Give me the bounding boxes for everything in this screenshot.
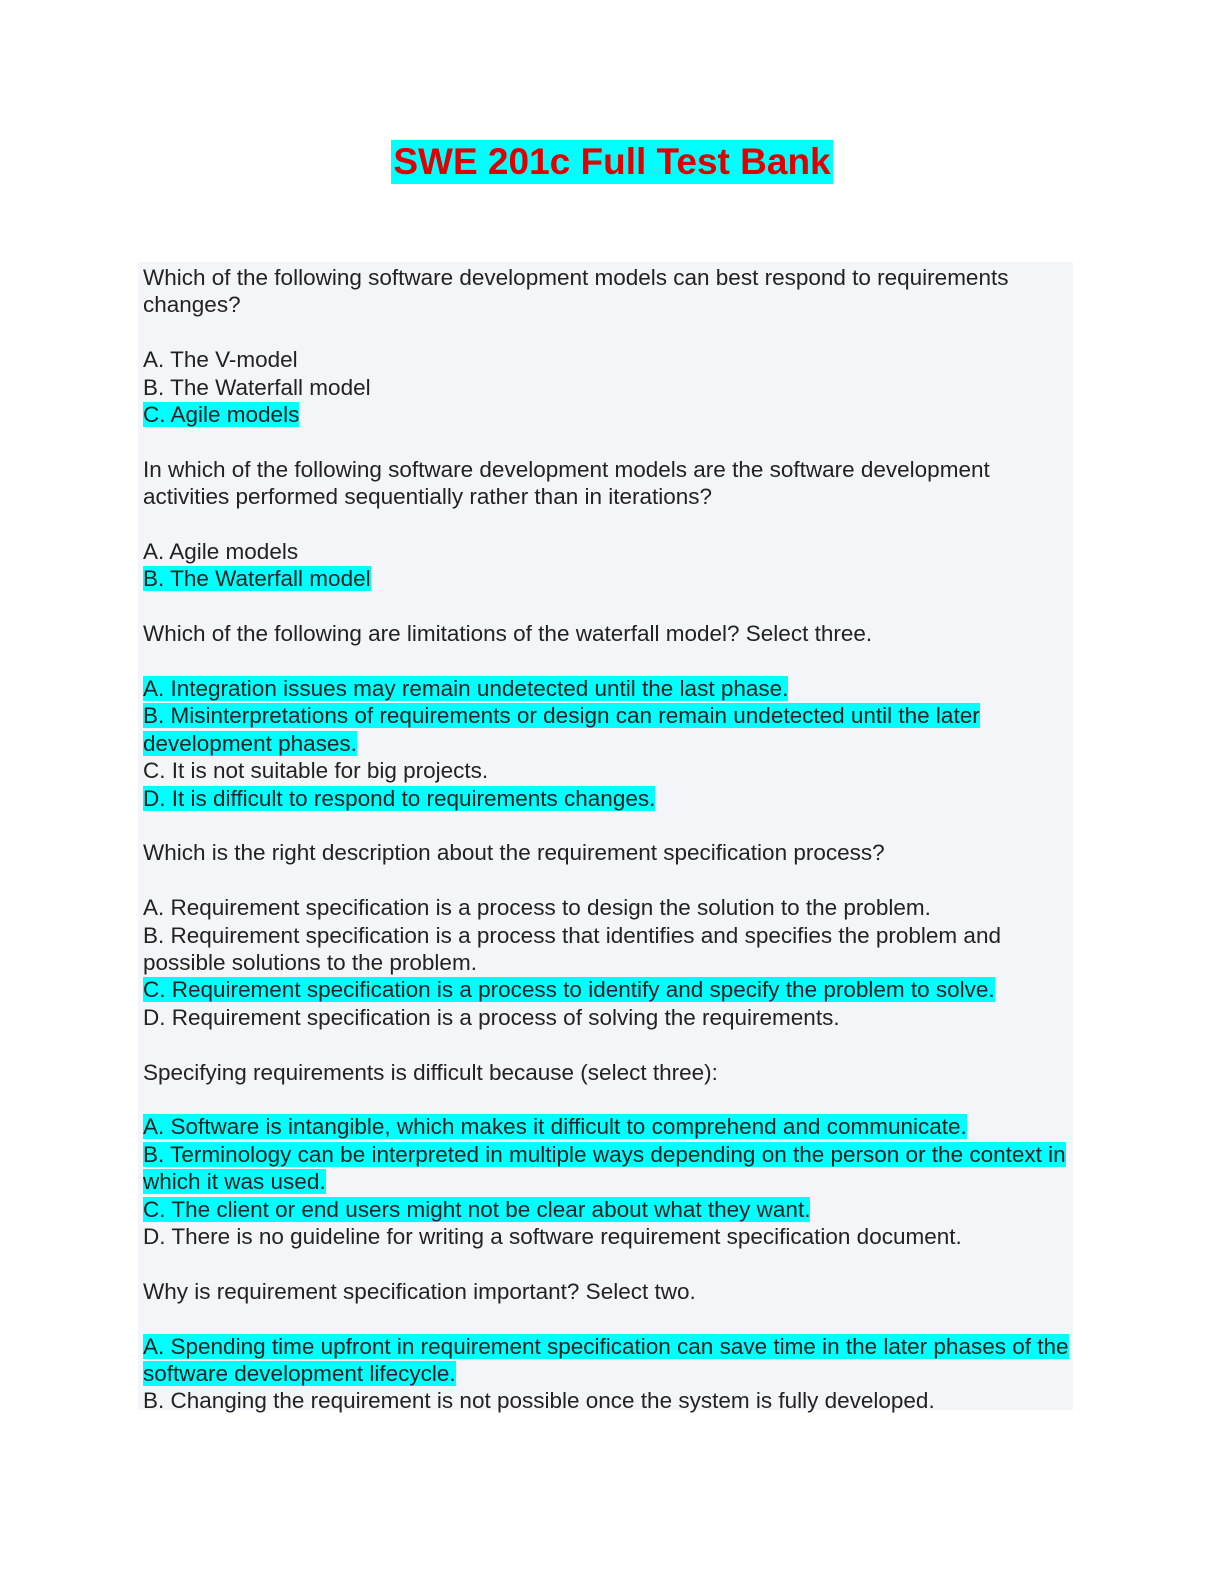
option-label: B. Requirement specification is a process that identifies and specifies the problem and possible solutions to the problem. <box>143 922 1001 976</box>
answer-option <box>143 1004 1073 1031</box>
option-label: C. The client or end users might not be clear about what they want. <box>143 1196 811 1222</box>
option-label: B. The Waterfall model <box>143 374 371 400</box>
title-container <box>0 140 1224 184</box>
option-list <box>143 538 1073 593</box>
option-label: D. There is no guideline for writing a software requirement specification document. <box>143 1224 962 1250</box>
option-label: C. Agile models <box>143 402 300 428</box>
answer-option <box>143 922 1073 977</box>
answer-option-correct <box>143 976 1073 1003</box>
answer-option <box>143 374 1073 401</box>
option-label: C. Requirement specification is a process to identify and specify the problem to solve. <box>143 977 995 1003</box>
answer-option-correct <box>143 702 1073 757</box>
option-label: B. Terminology can be interpreted in multiple ways depending on the person or the context in which it was used. <box>143 1141 1066 1195</box>
option-label: B. Changing the requirement is not possible once the system is fully developed. <box>143 1388 935 1414</box>
page-title: SWE 201c Full Test Bank <box>393 141 831 182</box>
option-label: A. Integration issues may remain undetected until the last phase. <box>143 676 789 702</box>
answer-option-correct <box>143 1333 1073 1388</box>
question-text: Why is requirement specification important? Select two. <box>143 1278 696 1304</box>
question-text: Which of the following are limitations of the waterfall model? Select three. <box>143 621 873 647</box>
option-label: A. The V-model <box>143 347 298 373</box>
answer-option-correct <box>143 565 1073 592</box>
option-label: B. Misinterpretations of requirements or design can remain undetected until the later development phases. <box>143 703 980 756</box>
answer-option-correct <box>143 675 1073 702</box>
question-text: Which of the following software development models can best respond to requirements changes? <box>143 265 1009 318</box>
option-label: C. It is not suitable for big projects. <box>143 758 489 784</box>
option-label: D. Requirement specification is a process of solving the requirements. <box>143 1004 840 1030</box>
answer-option-correct <box>143 401 1073 428</box>
option-label: B. The Waterfall model <box>143 566 371 592</box>
option-list <box>143 894 1073 1031</box>
answer-option-correct <box>143 1196 1073 1223</box>
option-label: A. Requirement specification is a process to design the solution to the problem. <box>143 895 931 921</box>
option-list <box>143 1113 1073 1250</box>
answer-option <box>143 757 1073 784</box>
question-text: Which is the right description about the requirement specification process? <box>143 840 885 866</box>
answer-option-correct <box>143 1113 1073 1140</box>
answer-option <box>143 1387 1073 1414</box>
option-list <box>143 346 1073 428</box>
option-label: A. Spending time upfront in requirement specification can save time in the later phases of the software development lifecycle. <box>143 1333 1069 1387</box>
option-list <box>143 1333 1073 1415</box>
question-text: Specifying requirements is difficult because (select three): <box>143 1059 718 1085</box>
answer-option <box>143 538 1073 565</box>
option-list <box>143 675 1073 812</box>
question-text: In which of the following software development models are the software development activities performed sequentially rather than in iterations? <box>143 456 990 510</box>
option-label: D. It is difficult to respond to requirements changes. <box>143 785 656 811</box>
answer-option <box>143 1223 1073 1250</box>
question-panel <box>138 262 1073 1414</box>
answer-option <box>143 894 1073 921</box>
answer-option <box>143 346 1073 373</box>
option-label: A. Agile models <box>143 539 299 565</box>
option-label: A. Software is intangible, which makes it difficult to comprehend and communicate. <box>143 1114 967 1140</box>
answer-option-correct <box>143 785 1073 812</box>
answer-option-correct <box>143 1141 1073 1196</box>
